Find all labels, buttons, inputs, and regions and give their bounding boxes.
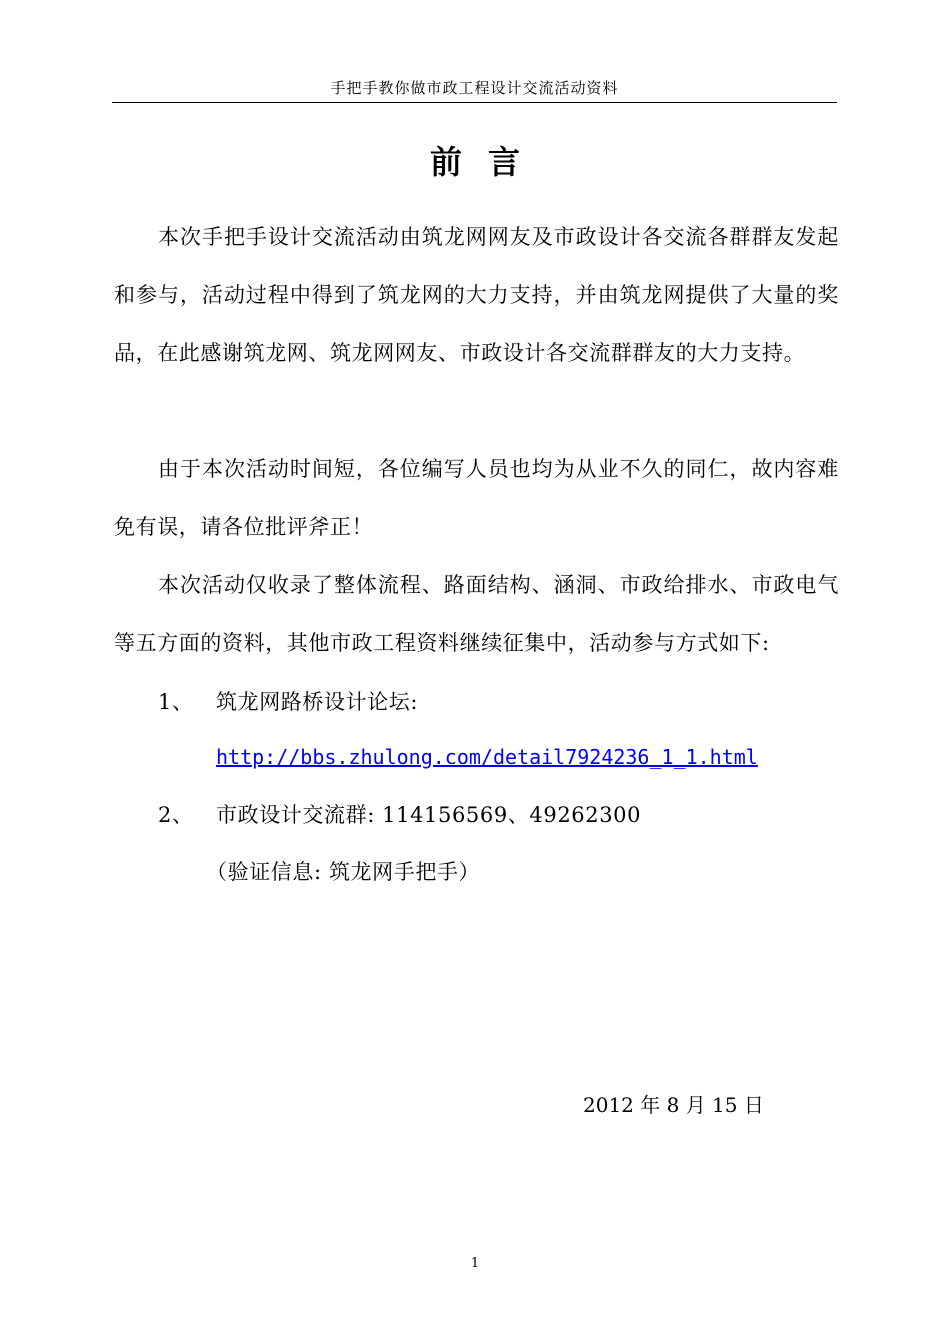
forum-label: 筑龙网路桥设计论坛: — [216, 690, 419, 714]
page-number: 1 — [470, 1256, 480, 1271]
forum-link[interactable]: http://bbs.zhulong.com/detail7924236_1_1.html — [216, 745, 758, 769]
running-header: 手把手教你做市政工程设计交流活动资料 — [330, 79, 619, 97]
paragraph-acknowledgement: 本次手把手设计交流活动由筑龙网网友及市政设计各交流各群群友发起和参与，活动过程中得到了筑龙网的大力支持，并由筑龙网提供了大量的奖品，在此感谢筑龙网、筑龙网网友、市政设计各交流群群友的大力支持。 — [114, 225, 839, 365]
list-number: 1、 — [158, 690, 194, 714]
participation-item-forum — [158, 687, 418, 717]
forum-link-line — [216, 742, 758, 772]
list-number: 2、 — [158, 803, 194, 827]
participation-item-group — [158, 800, 641, 830]
document-date: 2012 年 8 月 15 日 — [583, 1093, 764, 1117]
group-label: 市政设计交流群: 114156569、49262300 — [216, 803, 642, 827]
verification-note: （验证信息: 筑龙网手把手） — [206, 860, 481, 884]
paragraph-scope: 本次活动仅收录了整体流程、路面结构、涵洞、市政给排水、市政电气等五方面的资料，其他市政工程资料继续征集中，活动参与方式如下: — [114, 573, 839, 655]
header-divider — [112, 102, 837, 103]
page-title: 前言 — [429, 143, 546, 181]
paragraph-disclaimer: 由于本次活动时间短，各位编写人员也均为从业不久的同仁，故内容难免有误，请各位批评斧正！ — [114, 457, 839, 539]
